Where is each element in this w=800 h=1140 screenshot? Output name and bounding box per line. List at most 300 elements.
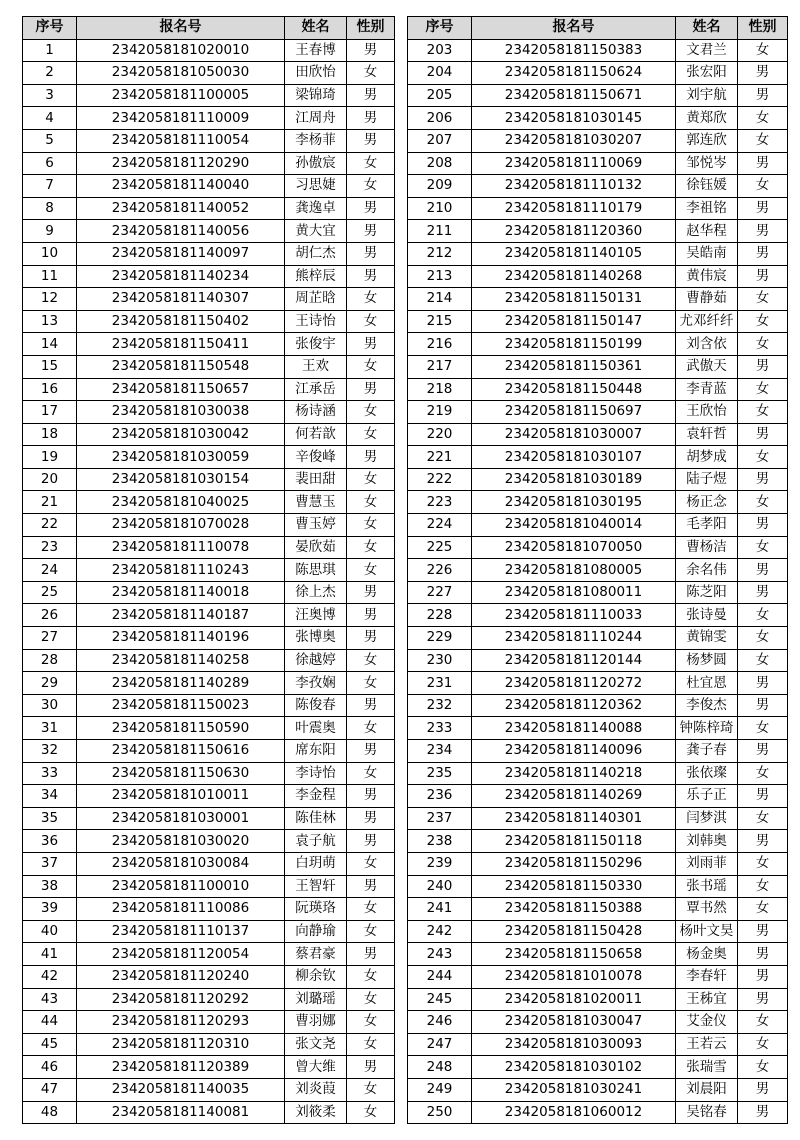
- gender-cell: 女: [347, 355, 395, 378]
- table-row: [408, 514, 788, 537]
- index-cell: 37: [23, 852, 77, 875]
- name-cell: 白玥萌: [285, 852, 347, 875]
- name-cell: 吴铭春: [676, 1101, 738, 1124]
- name-cell: 张依璨: [676, 762, 738, 785]
- reg-no-cell: 2342058181030059: [77, 446, 285, 469]
- index-cell: 3: [23, 84, 77, 107]
- gender-cell: 男: [738, 785, 788, 808]
- index-cell: 39: [23, 898, 77, 921]
- reg-no-cell: 2342058181140097: [77, 242, 285, 265]
- index-cell: 245: [408, 988, 472, 1011]
- gender-cell: 男: [347, 807, 395, 830]
- name-cell: 郭连欣: [676, 129, 738, 152]
- index-cell: 210: [408, 197, 472, 220]
- header-gender: 性别: [738, 17, 788, 40]
- name-cell: 王若云: [676, 1033, 738, 1056]
- index-cell: 13: [23, 310, 77, 333]
- name-cell: 王春博: [285, 39, 347, 62]
- index-cell: 4: [23, 107, 77, 130]
- gender-cell: 女: [738, 649, 788, 672]
- table-row: [23, 514, 395, 537]
- reg-no-cell: 2342058181150023: [77, 694, 285, 717]
- gender-cell: 女: [347, 468, 395, 491]
- reg-no-cell: 2342058181140056: [77, 220, 285, 243]
- name-cell: 刘韩奥: [676, 830, 738, 853]
- name-cell: 杜宜恩: [676, 672, 738, 695]
- name-cell: 曾大维: [285, 1056, 347, 1079]
- table-row: [23, 717, 395, 740]
- name-cell: 刘炎葭: [285, 1078, 347, 1101]
- reg-no-cell: 2342058181150657: [77, 378, 285, 401]
- table-row: [23, 762, 395, 785]
- table-row: [408, 1033, 788, 1056]
- table-row: [23, 62, 395, 85]
- gender-cell: 女: [738, 762, 788, 785]
- index-cell: 230: [408, 649, 472, 672]
- reg-no-cell: 2342058181030107: [472, 446, 676, 469]
- gender-cell: 女: [738, 717, 788, 740]
- name-cell: 袁子航: [285, 830, 347, 853]
- index-cell: 241: [408, 898, 472, 921]
- gender-cell: 男: [738, 559, 788, 582]
- table-row: [408, 423, 788, 446]
- name-cell: 向静瑜: [285, 920, 347, 943]
- reg-no-cell: 2342058181120240: [77, 965, 285, 988]
- reg-no-cell: 2342058181140105: [472, 242, 676, 265]
- name-cell: 李祖铭: [676, 197, 738, 220]
- table-row: [23, 1101, 395, 1124]
- table-row: [408, 875, 788, 898]
- table-row: [23, 265, 395, 288]
- gender-cell: 男: [738, 943, 788, 966]
- gender-cell: 男: [347, 740, 395, 763]
- index-cell: 217: [408, 355, 472, 378]
- reg-no-cell: 2342058181110009: [77, 107, 285, 130]
- index-cell: 9: [23, 220, 77, 243]
- index-cell: 208: [408, 152, 472, 175]
- name-cell: 杨梦圆: [676, 649, 738, 672]
- name-cell: 张书瑶: [676, 875, 738, 898]
- table-row: [408, 378, 788, 401]
- index-cell: 30: [23, 694, 77, 717]
- gender-cell: 男: [347, 84, 395, 107]
- index-cell: 225: [408, 536, 472, 559]
- reg-no-cell: 2342058181140289: [77, 672, 285, 695]
- reg-no-cell: 2342058181070028: [77, 514, 285, 537]
- name-cell: 杨叶文昊: [676, 920, 738, 943]
- name-cell: 王欢: [285, 355, 347, 378]
- index-cell: 247: [408, 1033, 472, 1056]
- name-cell: 李诗怡: [285, 762, 347, 785]
- gender-cell: 男: [738, 220, 788, 243]
- table-row: [408, 62, 788, 85]
- reg-no-cell: 2342058181140196: [77, 627, 285, 650]
- reg-no-cell: 2342058181030042: [77, 423, 285, 446]
- index-cell: 228: [408, 604, 472, 627]
- reg-no-cell: 2342058181030038: [77, 401, 285, 424]
- reg-no-cell: 2342058181140052: [77, 197, 285, 220]
- name-cell: 邹悦岑: [676, 152, 738, 175]
- reg-no-cell: 2342058181120360: [472, 220, 676, 243]
- table-row: [23, 965, 395, 988]
- gender-cell: 女: [738, 1056, 788, 1079]
- name-cell: 赵华程: [676, 220, 738, 243]
- index-cell: 33: [23, 762, 77, 785]
- reg-no-cell: 2342058181110069: [472, 152, 676, 175]
- gender-cell: 男: [738, 514, 788, 537]
- reg-no-cell: 2342058181150697: [472, 401, 676, 424]
- reg-no-cell: 2342058181150616: [77, 740, 285, 763]
- reg-no-cell: 2342058181150671: [472, 84, 676, 107]
- name-cell: 黄大宜: [285, 220, 347, 243]
- table-row: [408, 852, 788, 875]
- name-cell: 李孜娴: [285, 672, 347, 695]
- header-reg-no: 报名号: [77, 17, 285, 40]
- name-cell: 梁锦琦: [285, 84, 347, 107]
- name-cell: 李春轩: [676, 965, 738, 988]
- table-row: [23, 1056, 395, 1079]
- reg-no-cell: 2342058181140187: [77, 604, 285, 627]
- table-row: [408, 1101, 788, 1124]
- index-cell: 34: [23, 785, 77, 808]
- index-cell: 227: [408, 581, 472, 604]
- reg-no-cell: 2342058181140268: [472, 265, 676, 288]
- gender-cell: 男: [347, 1056, 395, 1079]
- name-cell: 王欣怡: [676, 401, 738, 424]
- name-cell: 刘含依: [676, 333, 738, 356]
- table-row: [23, 807, 395, 830]
- table-row: [408, 581, 788, 604]
- table-row: [408, 129, 788, 152]
- index-cell: 5: [23, 129, 77, 152]
- index-cell: 237: [408, 807, 472, 830]
- name-cell: 孙傲宸: [285, 152, 347, 175]
- gender-cell: 女: [347, 717, 395, 740]
- reg-no-cell: 2342058181150624: [472, 62, 676, 85]
- gender-cell: 男: [347, 830, 395, 853]
- reg-no-cell: 2342058181030020: [77, 830, 285, 853]
- index-cell: 47: [23, 1078, 77, 1101]
- gender-cell: 男: [738, 152, 788, 175]
- index-cell: 29: [23, 672, 77, 695]
- name-cell: 陈芝阳: [676, 581, 738, 604]
- table-row: [23, 920, 395, 943]
- gender-cell: 女: [347, 288, 395, 311]
- gender-cell: 女: [347, 649, 395, 672]
- table-row: [23, 175, 395, 198]
- reg-no-cell: 2342058181120054: [77, 943, 285, 966]
- reg-no-cell: 2342058181110086: [77, 898, 285, 921]
- gender-cell: 女: [738, 288, 788, 311]
- index-cell: 205: [408, 84, 472, 107]
- gender-cell: 男: [738, 197, 788, 220]
- name-cell: 龚子春: [676, 740, 738, 763]
- name-cell: 刘宇航: [676, 84, 738, 107]
- name-cell: 曹羽娜: [285, 1011, 347, 1034]
- index-cell: 43: [23, 988, 77, 1011]
- name-cell: 杨诗涵: [285, 401, 347, 424]
- reg-no-cell: 2342058181140081: [77, 1101, 285, 1124]
- table-row: [408, 762, 788, 785]
- reg-no-cell: 2342058181150296: [472, 852, 676, 875]
- name-cell: 晏欣茹: [285, 536, 347, 559]
- reg-no-cell: 2342058181110078: [77, 536, 285, 559]
- reg-no-cell: 2342058181060012: [472, 1101, 676, 1124]
- reg-no-cell: 2342058181120292: [77, 988, 285, 1011]
- gender-cell: 女: [738, 875, 788, 898]
- index-cell: 249: [408, 1078, 472, 1101]
- index-cell: 31: [23, 717, 77, 740]
- name-cell: 李杨菲: [285, 129, 347, 152]
- reg-no-cell: 2342058181050030: [77, 62, 285, 85]
- index-cell: 45: [23, 1033, 77, 1056]
- index-cell: 220: [408, 423, 472, 446]
- reg-no-cell: 2342058181110054: [77, 129, 285, 152]
- table-row: [408, 175, 788, 198]
- gender-cell: 女: [738, 491, 788, 514]
- reg-no-cell: 2342058181140035: [77, 1078, 285, 1101]
- gender-cell: 男: [738, 84, 788, 107]
- name-cell: 黄伟宸: [676, 265, 738, 288]
- reg-no-cell: 2342058181120144: [472, 649, 676, 672]
- name-cell: 徐钰媛: [676, 175, 738, 198]
- gender-cell: 男: [347, 39, 395, 62]
- reg-no-cell: 2342058181030241: [472, 1078, 676, 1101]
- gender-cell: 女: [738, 807, 788, 830]
- table-row: [408, 401, 788, 424]
- index-cell: 219: [408, 401, 472, 424]
- index-cell: 212: [408, 242, 472, 265]
- name-cell: 徐上杰: [285, 581, 347, 604]
- gender-cell: 女: [738, 175, 788, 198]
- gender-cell: 女: [347, 536, 395, 559]
- index-cell: 206: [408, 107, 472, 130]
- gender-cell: 女: [738, 333, 788, 356]
- index-cell: 19: [23, 446, 77, 469]
- gender-cell: 男: [347, 581, 395, 604]
- roster-table-left: [22, 16, 395, 1124]
- table-row: [23, 581, 395, 604]
- reg-no-cell: 2342058181080011: [472, 581, 676, 604]
- table-row: [408, 355, 788, 378]
- index-cell: 226: [408, 559, 472, 582]
- index-cell: 15: [23, 355, 77, 378]
- table-row: [408, 1011, 788, 1034]
- table-row: [23, 852, 395, 875]
- gender-cell: 女: [347, 762, 395, 785]
- reg-no-cell: 2342058181150548: [77, 355, 285, 378]
- reg-no-cell: 2342058181140096: [472, 740, 676, 763]
- table-row: [408, 694, 788, 717]
- table-row: [408, 536, 788, 559]
- gender-cell: 女: [738, 604, 788, 627]
- index-cell: 24: [23, 559, 77, 582]
- gender-cell: 男: [347, 446, 395, 469]
- index-cell: 27: [23, 627, 77, 650]
- gender-cell: 男: [738, 965, 788, 988]
- name-cell: 黄郑欣: [676, 107, 738, 130]
- reg-no-cell: 2342058181110132: [472, 175, 676, 198]
- reg-no-cell: 2342058181080005: [472, 559, 676, 582]
- gender-cell: 男: [738, 1101, 788, 1124]
- index-cell: 17: [23, 401, 77, 424]
- index-cell: 236: [408, 785, 472, 808]
- index-cell: 223: [408, 491, 472, 514]
- table-row: [408, 265, 788, 288]
- gender-cell: 女: [347, 898, 395, 921]
- name-cell: 江承岳: [285, 378, 347, 401]
- name-cell: 胡梦成: [676, 446, 738, 469]
- name-cell: 田欣怡: [285, 62, 347, 85]
- index-cell: 18: [23, 423, 77, 446]
- gender-cell: 女: [347, 62, 395, 85]
- index-cell: 246: [408, 1011, 472, 1034]
- table-row: [23, 401, 395, 424]
- reg-no-cell: 2342058181030102: [472, 1056, 676, 1079]
- reg-no-cell: 2342058181140040: [77, 175, 285, 198]
- reg-no-cell: 2342058181150388: [472, 898, 676, 921]
- name-cell: 钟陈梓琦: [676, 717, 738, 740]
- gender-cell: 男: [738, 242, 788, 265]
- table-row: [23, 943, 395, 966]
- header-name: 姓名: [676, 17, 738, 40]
- reg-no-cell: 2342058181140218: [472, 762, 676, 785]
- gender-cell: 女: [738, 898, 788, 921]
- reg-no-cell: 2342058181100010: [77, 875, 285, 898]
- index-cell: 218: [408, 378, 472, 401]
- name-cell: 曹慧玉: [285, 491, 347, 514]
- index-cell: 213: [408, 265, 472, 288]
- table-row: [23, 830, 395, 853]
- table-row: [408, 830, 788, 853]
- gender-cell: 女: [347, 559, 395, 582]
- name-cell: 张俊宇: [285, 333, 347, 356]
- gender-cell: 男: [738, 581, 788, 604]
- table-row: [23, 898, 395, 921]
- index-cell: 221: [408, 446, 472, 469]
- reg-no-cell: 2342058181110244: [472, 627, 676, 650]
- index-cell: 215: [408, 310, 472, 333]
- reg-no-cell: 2342058181150402: [77, 310, 285, 333]
- gender-cell: 女: [347, 965, 395, 988]
- gender-cell: 男: [738, 423, 788, 446]
- name-cell: 曹玉婷: [285, 514, 347, 537]
- table-row: [408, 491, 788, 514]
- table-row: [408, 807, 788, 830]
- table-row: [23, 988, 395, 1011]
- table-row: [408, 943, 788, 966]
- name-cell: 汪奥博: [285, 604, 347, 627]
- reg-no-cell: 2342058181030189: [472, 468, 676, 491]
- name-cell: 文君兰: [676, 39, 738, 62]
- name-cell: 柳余钦: [285, 965, 347, 988]
- name-cell: 周芷晗: [285, 288, 347, 311]
- index-cell: 203: [408, 39, 472, 62]
- table-row: [408, 39, 788, 62]
- reg-no-cell: 2342058181040014: [472, 514, 676, 537]
- gender-cell: 男: [738, 1078, 788, 1101]
- name-cell: 习思婕: [285, 175, 347, 198]
- table-row: [23, 446, 395, 469]
- reg-no-cell: 2342058181120290: [77, 152, 285, 175]
- gender-cell: 女: [738, 310, 788, 333]
- index-cell: 16: [23, 378, 77, 401]
- index-cell: 240: [408, 875, 472, 898]
- gender-cell: 女: [347, 401, 395, 424]
- gender-cell: 女: [738, 401, 788, 424]
- gender-cell: 男: [738, 672, 788, 695]
- table-row: [408, 152, 788, 175]
- gender-cell: 男: [738, 694, 788, 717]
- gender-cell: 女: [347, 1078, 395, 1101]
- header-reg-no: 报名号: [472, 17, 676, 40]
- name-cell: 陆子煜: [676, 468, 738, 491]
- reg-no-cell: 2342058181150448: [472, 378, 676, 401]
- table-row: [408, 965, 788, 988]
- table-row: [23, 468, 395, 491]
- gender-cell: 男: [347, 875, 395, 898]
- table-row: [408, 740, 788, 763]
- index-cell: 28: [23, 649, 77, 672]
- table-row: [23, 107, 395, 130]
- index-cell: 222: [408, 468, 472, 491]
- reg-no-cell: 2342058181120362: [472, 694, 676, 717]
- table-row: [408, 84, 788, 107]
- name-cell: 叶震奥: [285, 717, 347, 740]
- name-cell: 吴皓南: [676, 242, 738, 265]
- header-name: 姓名: [285, 17, 347, 40]
- table-row: [408, 988, 788, 1011]
- table-row: [408, 717, 788, 740]
- table-row: [408, 242, 788, 265]
- name-cell: 龚逸卓: [285, 197, 347, 220]
- name-cell: 曹杨洁: [676, 536, 738, 559]
- name-cell: 张瑞雪: [676, 1056, 738, 1079]
- gender-cell: 男: [347, 627, 395, 650]
- index-cell: 238: [408, 830, 472, 853]
- table-row: [408, 220, 788, 243]
- name-cell: 张宏阳: [676, 62, 738, 85]
- table-row: [23, 220, 395, 243]
- index-cell: 21: [23, 491, 77, 514]
- index-cell: 36: [23, 830, 77, 853]
- name-cell: 王秭宜: [676, 988, 738, 1011]
- table-row: [408, 333, 788, 356]
- name-cell: 刘筱柔: [285, 1101, 347, 1124]
- index-cell: 26: [23, 604, 77, 627]
- gender-cell: 女: [738, 39, 788, 62]
- table-row: [23, 152, 395, 175]
- index-cell: 11: [23, 265, 77, 288]
- table-row: [408, 468, 788, 491]
- name-cell: 杨正念: [676, 491, 738, 514]
- reg-no-cell: 2342058181070050: [472, 536, 676, 559]
- index-cell: 35: [23, 807, 77, 830]
- reg-no-cell: 2342058181110179: [472, 197, 676, 220]
- index-cell: 231: [408, 672, 472, 695]
- index-cell: 40: [23, 920, 77, 943]
- name-cell: 王智轩: [285, 875, 347, 898]
- gender-cell: 男: [738, 62, 788, 85]
- index-cell: 243: [408, 943, 472, 966]
- index-cell: 233: [408, 717, 472, 740]
- index-cell: 46: [23, 1056, 77, 1079]
- table-row: [23, 649, 395, 672]
- reg-no-cell: 2342058181030093: [472, 1033, 676, 1056]
- table-row: [23, 1033, 395, 1056]
- gender-cell: 男: [347, 604, 395, 627]
- reg-no-cell: 2342058181120272: [472, 672, 676, 695]
